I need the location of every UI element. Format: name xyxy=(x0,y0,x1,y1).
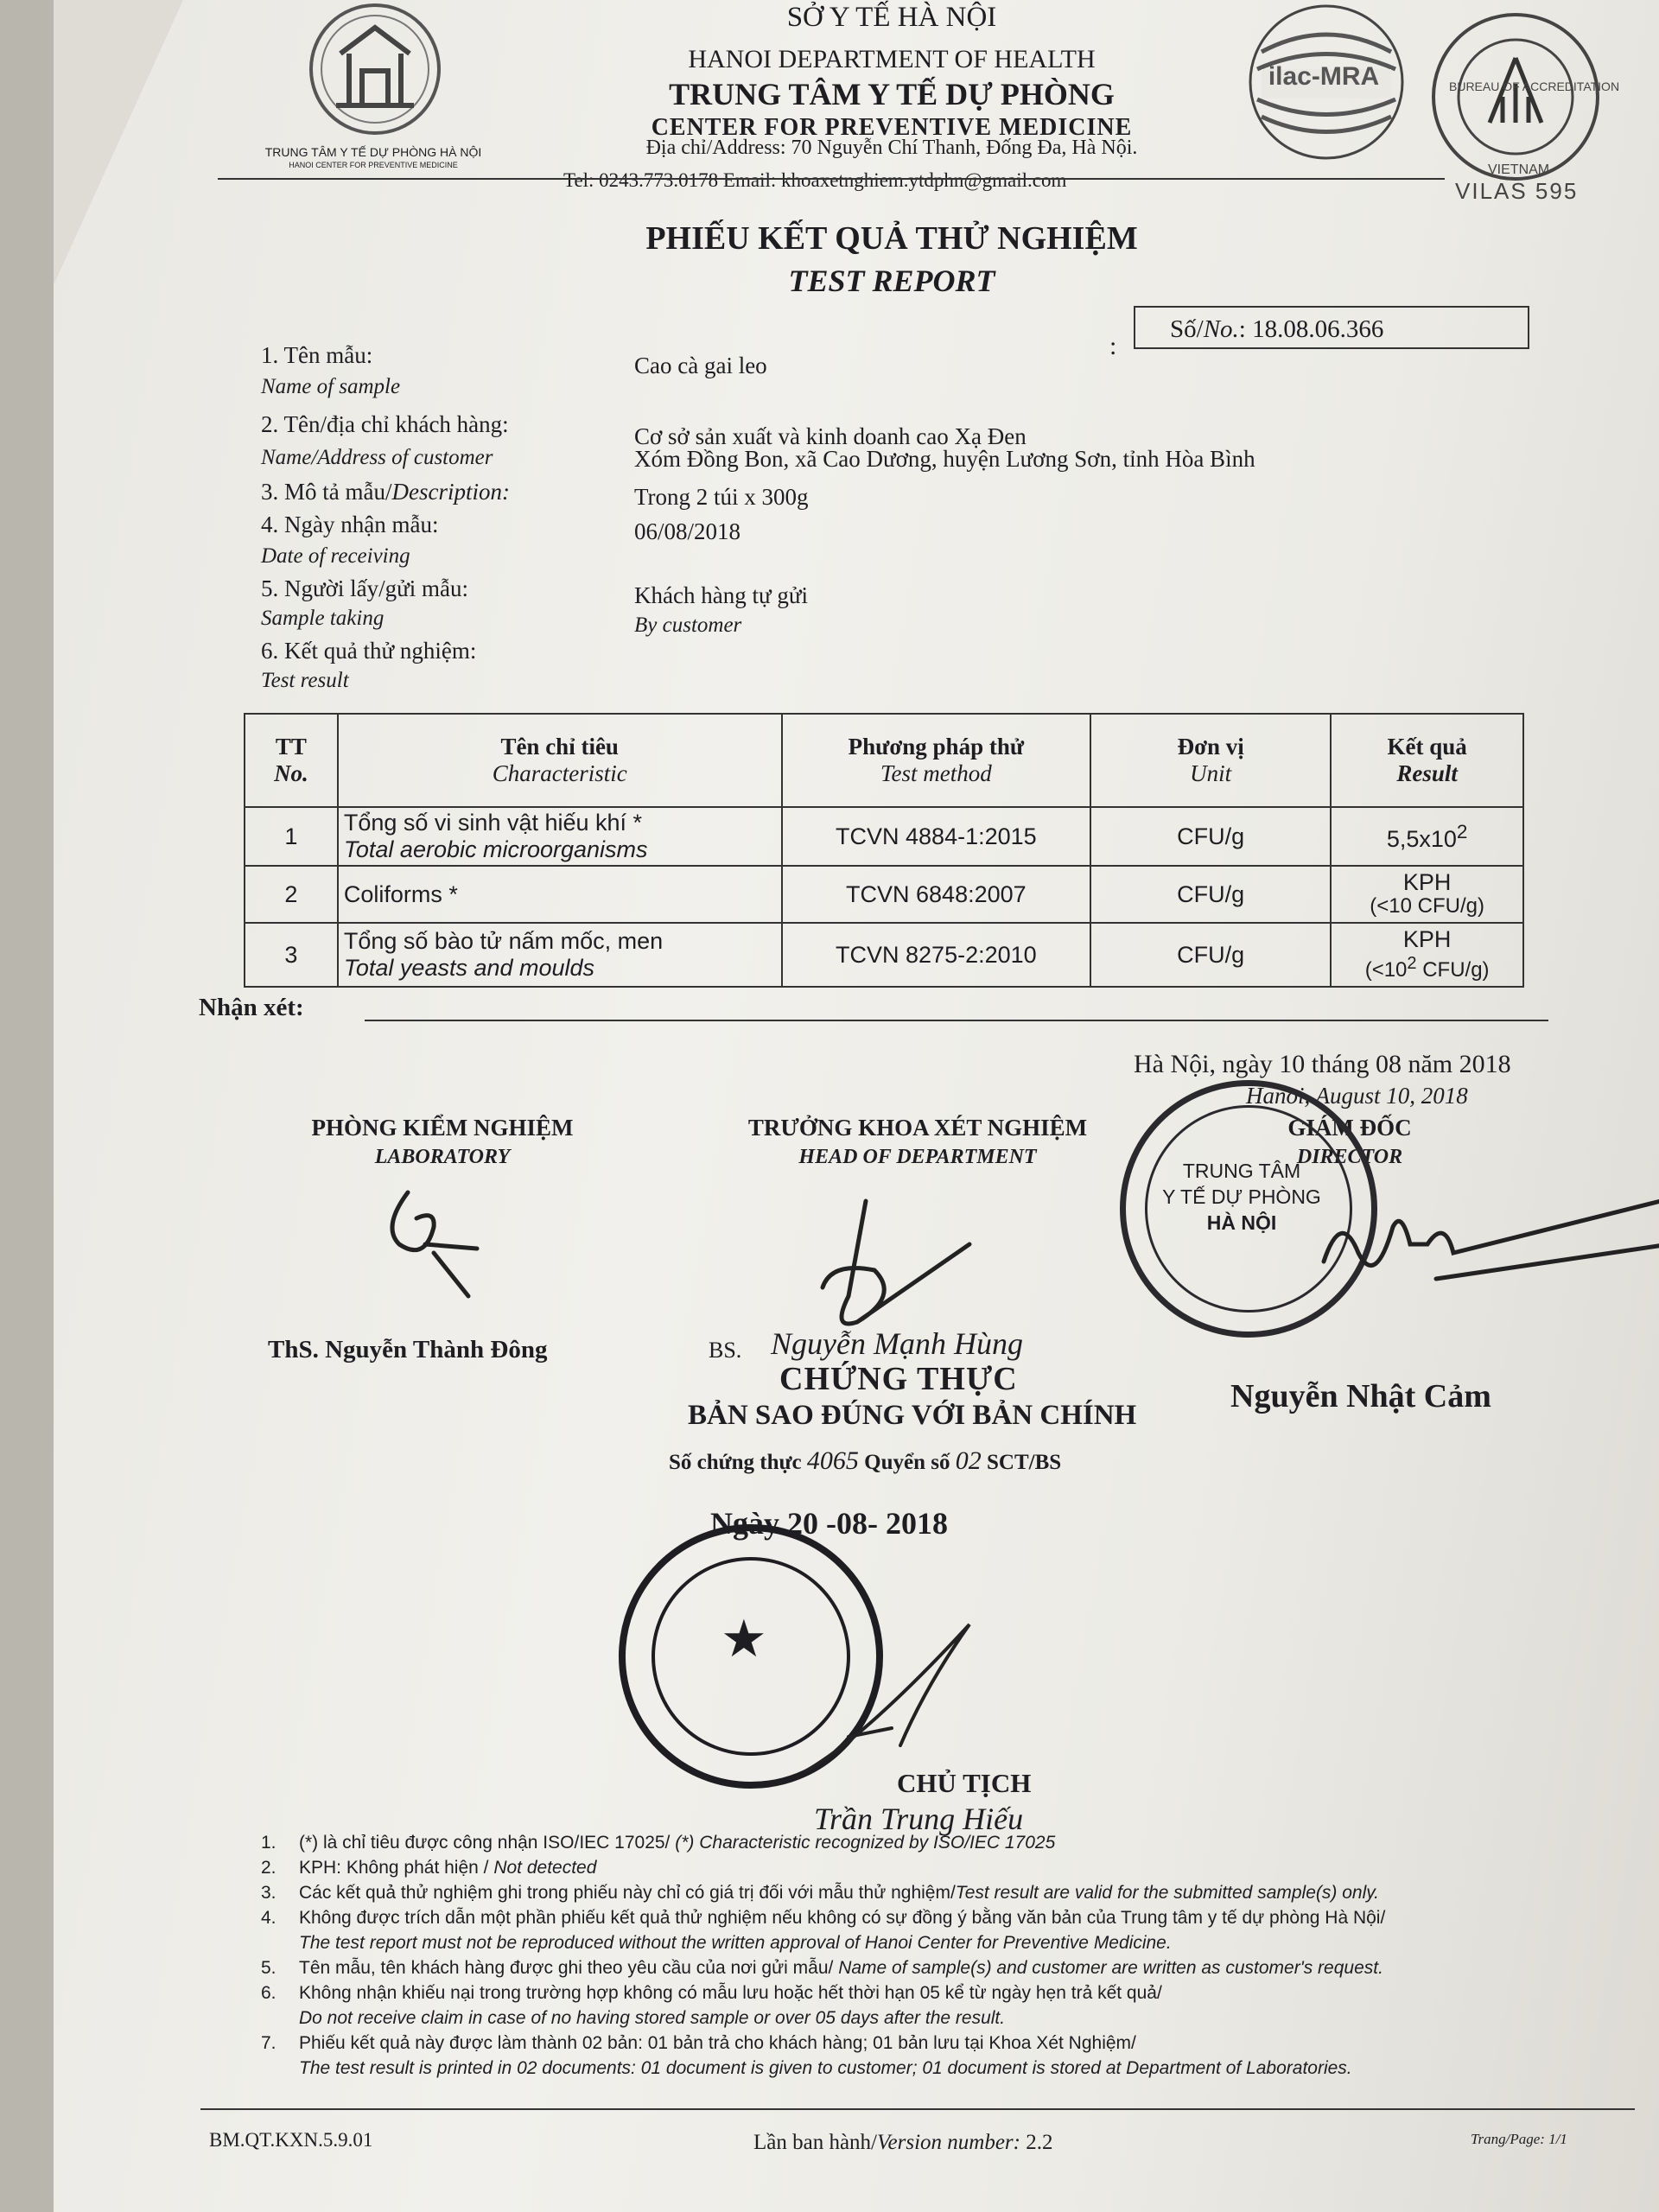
field-result-label: 6. Kết quả thử nghiệm: xyxy=(261,638,477,664)
org-line-1: SỞ Y TẾ HÀ NỘI xyxy=(786,2,997,33)
director-title: GIÁM ĐỐC xyxy=(1287,1115,1412,1141)
field-sampler-label-en: Sample taking xyxy=(261,607,385,630)
field-date-value: 06/08/2018 xyxy=(634,518,741,544)
field-customer-value: Cơ sở sản xuất và kinh doanh cao Xạ Đen xyxy=(634,423,1027,449)
report-number-value: : 18.08.06.366 xyxy=(1238,315,1384,343)
head-signer-prefix: BS. xyxy=(709,1338,742,1363)
results-table xyxy=(244,713,1524,988)
list-item: 5. Tên mẫu, tên khách hàng được ghi theo yêu cầu của nơi gửi mẫu/ Name of sample(s) and customer are written as customer's request. xyxy=(261,1958,1383,1978)
field-date-label-en: Date of receiving xyxy=(261,544,410,568)
field-result-label-en: Test result xyxy=(261,669,349,692)
list-item: 6. Không nhận khiếu nại trong trường hợp không có mẫu lưu hoặc hết thời hạn 05 kể từ ngày hẹn trả kết quả/ Do not receive claim in case of no having stored sample or over 05 days after the result. xyxy=(261,1983,1162,2028)
field-sample-name-label-en: Name of sample xyxy=(261,375,401,398)
remarks-label: Nhận xét: xyxy=(199,994,304,1021)
lab-title: PHÒNG KIỂM NGHIỆM xyxy=(311,1115,574,1141)
vilas-number: VILAS 595 xyxy=(1455,178,1579,204)
certification-date: Ngày 20 -08- 2018 xyxy=(710,1506,948,1541)
form-code: BM.QT.KXN.5.9.01 xyxy=(209,2129,373,2151)
page-number: Trang/Page: 1/1 xyxy=(1471,2131,1567,2147)
field-customer-label-en: Name/Address of customer xyxy=(261,446,493,469)
lab-title-en: LABORATORY xyxy=(374,1146,511,1168)
commune-stamp-icon: ★ xyxy=(619,1524,883,1789)
colon-mark: : xyxy=(1109,332,1117,360)
field-description-label: 3. Mô tả mẫu/Description: xyxy=(261,479,510,505)
notes-list xyxy=(261,1830,1385,2081)
field-sample-name-value: Cao cà gai leo xyxy=(634,353,767,378)
accreditation-vietnam: VIETNAM xyxy=(1488,162,1550,177)
table-row: 2 Coliforms * TCVN 6848:2007 CFU/g KPH (<10 CFU/g) xyxy=(245,866,1523,923)
lab-signature-icon xyxy=(373,1175,494,1305)
report-title-en: TEST REPORT xyxy=(788,264,995,298)
org-address: Địa chỉ/Address: 70 Nguyễn Chí Thanh, Đống Đa, Hà Nội. xyxy=(645,137,1138,159)
certification-title: CHỨNG THỰC xyxy=(779,1361,1018,1397)
chairman-signature: Trần Trung Hiếu xyxy=(814,1802,1024,1836)
footer-rule xyxy=(200,2108,1635,2110)
report-number-label: Số/ xyxy=(1170,315,1204,343)
remarks-line xyxy=(365,1020,1548,1021)
director-signature-icon xyxy=(1315,1192,1659,1296)
header-rule xyxy=(218,178,1445,180)
field-description-value: Trong 2 túi x 300g xyxy=(634,484,809,510)
accreditation-seal-text: BUREAU OF ACCREDITATION xyxy=(1449,79,1620,93)
head-signature-icon xyxy=(797,1192,987,1348)
issue-date: Hà Nội, ngày 10 tháng 08 năm 2018 xyxy=(1134,1050,1511,1078)
field-sampler-label: 5. Người lấy/gửi mẫu: xyxy=(261,575,469,601)
director-name: Nguyễn Nhật Cảm xyxy=(1230,1378,1491,1414)
version: Lần ban hành/Version number: 2.2 xyxy=(753,2131,1053,2154)
field-sampler-value: Khách hàng tự gửi xyxy=(634,582,808,608)
table-row: 1 Tổng số vi sinh vật hiếu khí * Total aerobic microorganisms TCVN 4884-1:2015 CFU/g $5,5x10^2$ xyxy=(245,807,1523,866)
paper-corner xyxy=(54,0,183,285)
org-line-4: CENTER FOR PREVENTIVE MEDICINE xyxy=(651,114,1133,141)
list-item: 4. Không được trích dẫn một phần phiếu kết quả thử nghiệm nếu không có sự đồng ý bằng văn bản của Trung tâm y tế dự phòng Hà Nội/ The test report must not be reproduced without the written approval of Hanoi Center for Preventive Medicine. xyxy=(261,1908,1386,1953)
head-dept-title: TRƯỞNG KHOA XÉT NGHIỆM xyxy=(747,1115,1088,1141)
report-title: PHIẾU KẾT QUẢ THỬ NGHIỆM xyxy=(645,220,1138,257)
accreditation-seal-icon xyxy=(1429,10,1602,183)
center-stamp-text: TRUNG TÂM Y TẾ DỰ PHÒNG HÀ NỘI xyxy=(1162,1160,1321,1234)
certification-subtitle: BẢN SAO ĐÚNG VỚI BẢN CHÍNH xyxy=(688,1400,1137,1431)
org-line-3: TRUNG TÂM Y TẾ DỰ PHÒNG xyxy=(669,77,1115,111)
document-page xyxy=(54,0,1659,2212)
logo-caption-en: HANOI CENTER FOR PREVENTIVE MEDICINE xyxy=(289,161,458,169)
col-header-characteristic: Tên chỉ tiêu Characteristic xyxy=(338,714,782,807)
org-contact: Tel: 0243.773.0178 Email: khoaxetnghiem.ytdphn@gmail.com xyxy=(563,169,1067,191)
lab-signer-name: ThS. Nguyễn Thành Đông xyxy=(268,1336,548,1363)
field-date-label: 4. Ngày nhận mẫu: xyxy=(261,512,439,537)
list-item: 2. KPH: Không phát hiện / Not detected xyxy=(261,1858,597,1878)
org-line-2: HANOI DEPARTMENT OF HEALTH xyxy=(688,45,1096,73)
logo-caption: TRUNG TÂM Y TẾ DỰ PHÒNG HÀ NỘI xyxy=(264,145,482,159)
field-sampler-value-en: By customer xyxy=(634,613,742,637)
ilac-mra-label: ilac-MRA xyxy=(1268,62,1380,91)
chairman-signature-icon xyxy=(797,1607,995,1780)
list-item: 3. Các kết quả thử nghiệm ghi trong phiếu này chỉ có giá trị đối với mẫu thử nghiệm/Test result are valid for the submitted sample(s) only. xyxy=(261,1883,1380,1903)
head-dept-title-en: HEAD OF DEPARTMENT xyxy=(798,1146,1037,1168)
head-signer-name: Nguyễn Mạnh Hùng xyxy=(771,1326,1023,1361)
report-number-label-en: No. xyxy=(1203,315,1239,343)
col-header-result: Kết quả Result xyxy=(1331,714,1523,807)
col-header-unit: Đơn vị Unit xyxy=(1090,714,1331,807)
field-customer-address: Xóm Đồng Bon, xã Cao Dương, huyện Lương Sơn, tỉnh Hòa Bình xyxy=(634,446,1255,472)
director-title-en: DIRECTOR xyxy=(1296,1146,1403,1168)
list-item: 1. (*) là chỉ tiêu được công nhận ISO/IEC 17025/ (*) Characteristic recognized by ISO/IEC 17025 xyxy=(261,1833,1056,1853)
issue-date-en: Hanoi, August 10, 2018 xyxy=(1246,1083,1468,1109)
field-customer-label: 2. Tên/địa chỉ khách hàng: xyxy=(261,411,509,437)
list-item: 7. Phiếu kết quả này được làm thành 02 bản: 01 bản trả cho khách hàng; 01 bản lưu tại Khoa Xét Nghiệm/ The test result is printed in 02 documents: 01 document is given to customer; 01 document is stored at Department of Laboratories. xyxy=(261,2033,1352,2078)
chairman-title: CHỦ TỊCH xyxy=(897,1768,1032,1798)
field-sample-name-label: 1. Tên mẫu: xyxy=(261,342,373,368)
table-header-row xyxy=(245,714,1523,807)
col-header-no: TT No. xyxy=(245,714,338,807)
certification-number: Số chứng thực 4065 Quyển số 02 SCT/BS xyxy=(669,1446,1062,1475)
table-row: 3 Tổng số bào tử nấm mốc, men Total yeasts and moulds TCVN 8275-2:2010 CFU/g KPH ($<10^2$ CFU/g) xyxy=(245,923,1523,987)
col-header-method: Phương pháp thử Test method xyxy=(782,714,1091,807)
report-number-box xyxy=(1134,306,1529,349)
